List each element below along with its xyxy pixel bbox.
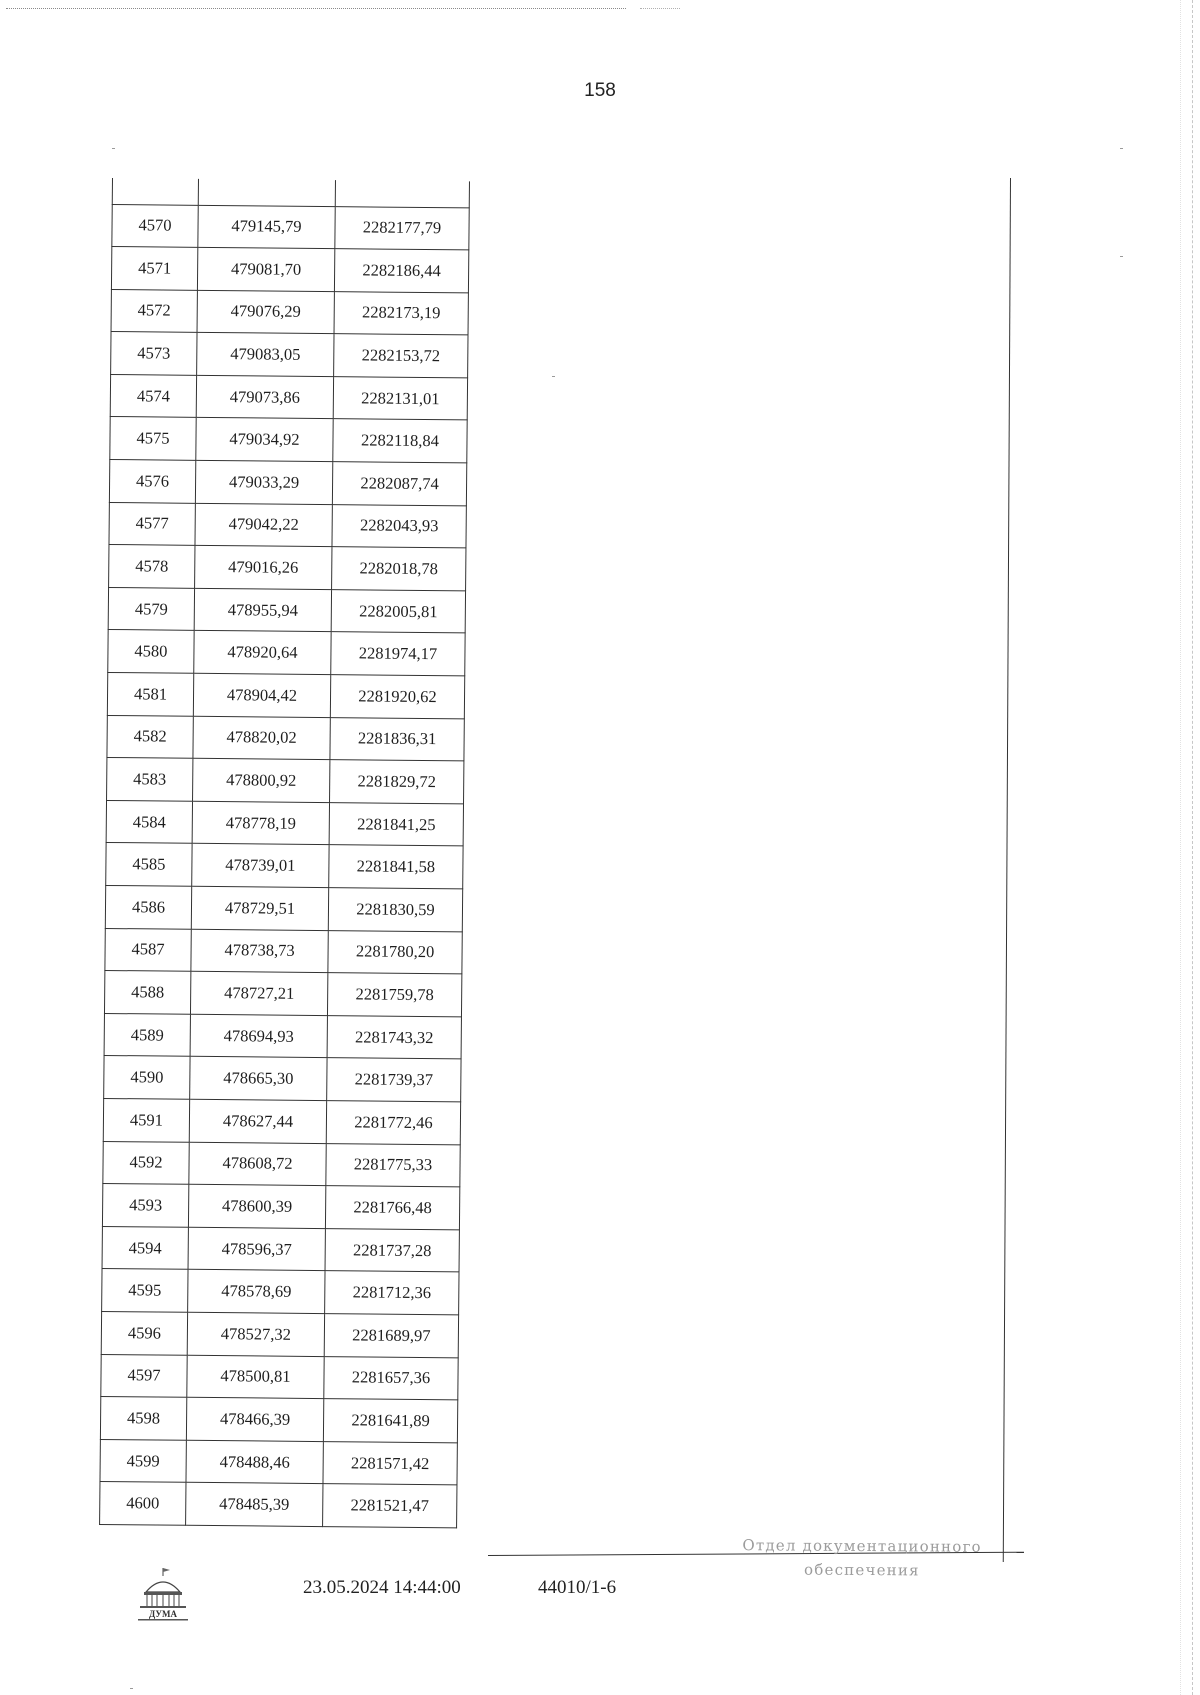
table-right-border-line bbox=[1003, 178, 1011, 1562]
table-row bbox=[111, 247, 468, 293]
x-coordinate-cell: 478694,93 bbox=[190, 1014, 327, 1058]
table-row bbox=[111, 332, 468, 378]
x-coordinate-cell: 478485,39 bbox=[186, 1483, 323, 1527]
y-coordinate-cell: 2281829,72 bbox=[330, 760, 464, 804]
table-row bbox=[109, 460, 466, 506]
y-coordinate-cell: 2282153,72 bbox=[334, 334, 468, 378]
scan-top-rule-fragment bbox=[640, 8, 680, 9]
x-coordinate-cell: 478665,30 bbox=[190, 1057, 327, 1101]
table-row bbox=[110, 374, 467, 420]
table-row bbox=[101, 1311, 458, 1357]
table-row bbox=[107, 715, 464, 761]
scan-right-edge-faint bbox=[1180, 0, 1181, 1695]
point-number-cell: 4572 bbox=[111, 289, 197, 332]
point-number-cell: 4574 bbox=[110, 374, 196, 417]
y-coordinate-cell: 2281743,32 bbox=[327, 1015, 461, 1059]
stamp-line-2: обеспечения bbox=[804, 1560, 920, 1580]
table-row bbox=[104, 1013, 461, 1059]
x-coordinate-cell: 478778,19 bbox=[192, 801, 329, 845]
table-row bbox=[102, 1269, 459, 1315]
x-coordinate-cell: 479081,70 bbox=[197, 247, 334, 291]
y-coordinate-cell: 2282177,79 bbox=[335, 206, 469, 250]
header-cell-y bbox=[335, 180, 469, 207]
y-coordinate-cell: 2282087,74 bbox=[332, 462, 466, 506]
table-row bbox=[108, 630, 465, 676]
point-number-cell: 4592 bbox=[103, 1141, 189, 1184]
point-number-cell: 4577 bbox=[109, 502, 195, 545]
x-coordinate-cell: 478600,39 bbox=[188, 1184, 325, 1228]
footer-timestamp: 23.05.2024 14:44:00 bbox=[303, 1577, 461, 1598]
y-coordinate-cell: 2282186,44 bbox=[334, 249, 468, 293]
y-coordinate-cell: 2282018,78 bbox=[332, 547, 466, 591]
point-number-cell: 4589 bbox=[104, 1013, 190, 1056]
point-number-cell: 4581 bbox=[107, 673, 193, 716]
y-coordinate-cell: 2281759,78 bbox=[327, 973, 461, 1017]
y-coordinate-cell: 2281775,33 bbox=[326, 1143, 460, 1187]
y-coordinate-cell: 2281571,42 bbox=[323, 1441, 457, 1485]
point-number-cell: 4586 bbox=[105, 885, 191, 928]
x-coordinate-cell: 478820,02 bbox=[193, 716, 330, 760]
y-coordinate-cell: 2281780,20 bbox=[328, 930, 462, 974]
point-number-cell: 4584 bbox=[106, 800, 192, 843]
point-number-cell: 4599 bbox=[100, 1439, 186, 1482]
stamp-line-1: Отдел документационного bbox=[742, 1536, 982, 1556]
point-number-cell: 4600 bbox=[100, 1482, 186, 1525]
scan-speck bbox=[1120, 256, 1123, 257]
table-row bbox=[111, 289, 468, 335]
table-header-stub-row bbox=[112, 178, 469, 207]
x-coordinate-cell: 478608,72 bbox=[189, 1142, 326, 1186]
x-coordinate-cell: 478500,81 bbox=[187, 1355, 324, 1399]
x-coordinate-cell: 478727,21 bbox=[190, 971, 327, 1015]
y-coordinate-cell: 2282005,81 bbox=[331, 589, 465, 633]
table-row bbox=[112, 204, 469, 250]
point-number-cell: 4580 bbox=[108, 630, 194, 673]
scan-top-rule bbox=[6, 8, 626, 9]
y-coordinate-cell: 2281712,36 bbox=[325, 1271, 459, 1315]
point-number-cell: 4597 bbox=[101, 1354, 187, 1397]
table-row bbox=[102, 1184, 459, 1230]
x-coordinate-cell: 479034,92 bbox=[196, 418, 333, 462]
point-number-cell: 4579 bbox=[108, 587, 194, 630]
emblem-svg bbox=[132, 1566, 194, 1622]
table-row bbox=[109, 545, 466, 591]
point-number-cell: 4587 bbox=[105, 928, 191, 971]
x-coordinate-cell: 478800,92 bbox=[193, 759, 330, 803]
duma-building-emblem-icon bbox=[132, 1566, 194, 1627]
y-coordinate-cell: 2281841,25 bbox=[329, 802, 463, 846]
x-coordinate-cell: 478739,01 bbox=[192, 844, 329, 888]
y-coordinate-cell: 2282118,84 bbox=[333, 419, 467, 463]
y-coordinate-cell: 2281830,59 bbox=[328, 888, 462, 932]
x-coordinate-cell: 478904,42 bbox=[193, 673, 330, 717]
y-coordinate-cell: 2281766,48 bbox=[325, 1186, 459, 1230]
table-row bbox=[107, 758, 464, 804]
point-number-cell: 4588 bbox=[104, 971, 190, 1014]
point-number-cell: 4598 bbox=[100, 1397, 186, 1440]
y-coordinate-cell: 2281657,36 bbox=[324, 1356, 458, 1400]
x-coordinate-cell: 479076,29 bbox=[197, 290, 334, 334]
table-row bbox=[104, 1056, 461, 1102]
x-coordinate-cell: 478729,51 bbox=[191, 886, 328, 930]
point-number-cell: 4582 bbox=[107, 715, 193, 758]
y-coordinate-cell: 2282173,19 bbox=[334, 291, 468, 335]
x-coordinate-cell: 479033,29 bbox=[195, 460, 332, 504]
x-coordinate-cell: 478596,37 bbox=[188, 1227, 325, 1271]
point-number-cell: 4594 bbox=[102, 1226, 188, 1269]
y-coordinate-cell: 2282131,01 bbox=[333, 377, 467, 421]
table-row bbox=[100, 1439, 457, 1485]
table-row bbox=[102, 1226, 459, 1272]
y-coordinate-cell: 2281641,89 bbox=[323, 1399, 457, 1443]
y-coordinate-cell: 2281689,97 bbox=[324, 1314, 458, 1358]
y-coordinate-cell: 2282043,93 bbox=[332, 504, 466, 548]
table-row bbox=[106, 843, 463, 889]
x-coordinate-cell: 479083,05 bbox=[197, 333, 334, 377]
point-number-cell: 4583 bbox=[107, 758, 193, 801]
table-row bbox=[104, 971, 461, 1017]
point-number-cell: 4596 bbox=[101, 1311, 187, 1354]
table-row bbox=[105, 885, 462, 931]
table-row bbox=[103, 1141, 460, 1187]
x-coordinate-cell: 479042,22 bbox=[195, 503, 332, 547]
y-coordinate-cell: 2281836,31 bbox=[330, 717, 464, 761]
point-number-cell: 4593 bbox=[102, 1184, 188, 1227]
table-row bbox=[107, 673, 464, 719]
scan-speck bbox=[1120, 148, 1123, 149]
x-coordinate-cell: 479016,26 bbox=[195, 546, 332, 590]
x-coordinate-cell: 478955,94 bbox=[194, 588, 331, 632]
scan-speck bbox=[130, 1688, 133, 1689]
y-coordinate-cell: 2281772,46 bbox=[326, 1101, 460, 1145]
table-row bbox=[100, 1482, 457, 1528]
point-number-cell: 4575 bbox=[110, 417, 196, 460]
table-row bbox=[105, 928, 462, 974]
table-row bbox=[109, 502, 466, 548]
x-coordinate-cell: 479073,86 bbox=[196, 375, 333, 419]
table-row bbox=[108, 587, 465, 633]
x-coordinate-cell: 478920,64 bbox=[194, 631, 331, 675]
point-number-cell: 4595 bbox=[102, 1269, 188, 1312]
emblem-text: ДУМА bbox=[149, 1609, 177, 1619]
point-number-cell: 4591 bbox=[103, 1098, 189, 1141]
point-number-cell: 4585 bbox=[106, 843, 192, 886]
point-number-cell: 4571 bbox=[111, 247, 197, 290]
point-number-cell: 4573 bbox=[111, 332, 197, 375]
department-stamp bbox=[712, 1533, 1012, 1583]
coordinates-table bbox=[99, 178, 470, 1528]
y-coordinate-cell: 2281739,37 bbox=[327, 1058, 461, 1102]
x-coordinate-cell: 478466,39 bbox=[186, 1397, 323, 1441]
table-row bbox=[101, 1354, 458, 1400]
coordinates-table-wrapper bbox=[112, 178, 470, 1525]
x-coordinate-cell: 478578,69 bbox=[188, 1270, 325, 1314]
table-row bbox=[106, 800, 463, 846]
x-coordinate-cell: 478627,44 bbox=[189, 1099, 326, 1143]
header-cell-number bbox=[112, 178, 198, 205]
table-row bbox=[103, 1098, 460, 1144]
point-number-cell: 4590 bbox=[104, 1056, 190, 1099]
footer-document-code: 44010/1-6 bbox=[538, 1577, 617, 1598]
scan-speck bbox=[112, 148, 115, 149]
scan-right-edge bbox=[1192, 0, 1193, 1695]
header-cell-x bbox=[198, 179, 335, 206]
point-number-cell: 4570 bbox=[112, 204, 198, 247]
point-number-cell: 4576 bbox=[109, 460, 195, 503]
y-coordinate-cell: 2281737,28 bbox=[325, 1228, 459, 1272]
x-coordinate-cell: 478488,46 bbox=[186, 1440, 323, 1484]
y-coordinate-cell: 2281974,17 bbox=[331, 632, 465, 676]
scan-speck bbox=[552, 376, 555, 377]
y-coordinate-cell: 2281521,47 bbox=[323, 1484, 457, 1528]
table-row bbox=[100, 1397, 457, 1443]
coordinates-table-body bbox=[100, 178, 470, 1528]
x-coordinate-cell: 479145,79 bbox=[198, 205, 335, 249]
x-coordinate-cell: 478738,73 bbox=[191, 929, 328, 973]
point-number-cell: 4578 bbox=[109, 545, 195, 588]
table-row bbox=[110, 417, 467, 463]
y-coordinate-cell: 2281841,58 bbox=[329, 845, 463, 889]
page-number: 158 bbox=[584, 80, 616, 101]
x-coordinate-cell: 478527,32 bbox=[187, 1312, 324, 1356]
y-coordinate-cell: 2281920,62 bbox=[330, 675, 464, 719]
